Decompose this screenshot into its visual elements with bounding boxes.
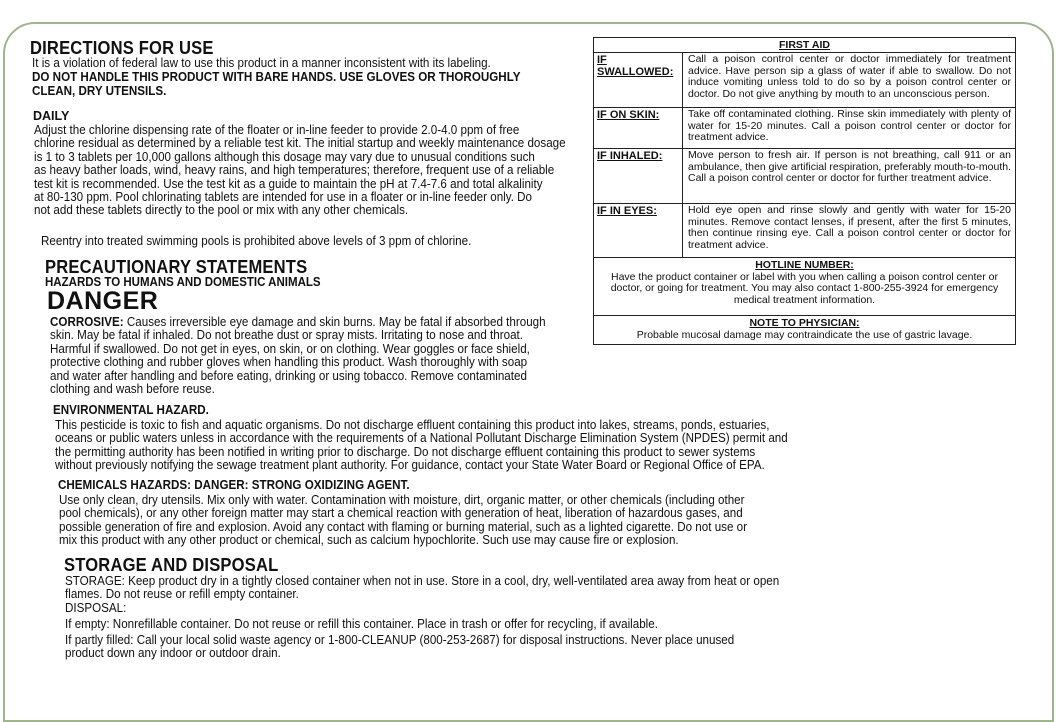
chemical-hazards-line: pool chemicals), or any other foreign matter may start a chemical reaction with generation of heat, liberation of hazardous gases, and — [59, 506, 743, 521]
hotline-title: HOTLINE NUMBER: — [755, 259, 854, 271]
storage-title: STORAGE AND DISPOSAL — [64, 555, 279, 575]
physician-text: Probable mucosal damage may contraindicate the use of gastric lavage. — [636, 328, 973, 341]
first-aid-value: Hold eye open and rinse slowly and gently with water for 15-20 minutes. Remove contact lenses, if present, after the first 5 minutes, then continue rinsing eye. Call a poison control center or doctor for treatment advice. — [688, 204, 1011, 251]
daily-heading: DAILY — [33, 109, 70, 123]
daily-line: at 80-130 ppm. Pool chlorinating tablets are intended for use in a floater or in-line feeder only. Do — [34, 190, 533, 205]
daily-line: chlorine residual as determined by a reliable test kit. The initial startup and weekly maintenance dosage — [34, 136, 566, 151]
first-aid-key: IF SWALLOWED: — [594, 53, 683, 107]
directions-warning-line2: CLEAN, DRY UTENSILS. — [32, 84, 167, 98]
corrosive-line: Causes irreversible eye damage and skin burns. May be fatal if absorbed through — [123, 315, 546, 329]
first-aid-row-skin — [594, 108, 1015, 149]
first-aid-key: IF IN EYES: — [594, 204, 683, 257]
directions-intro: It is a violation of federal law to use this product in a manner inconsistent with its labeling. — [32, 56, 491, 70]
environmental-line: oceans or public waters unless in accordance with the requirements of a National Pollutant Discharge Elimination System (NPDES) permit and — [55, 431, 788, 446]
precautionary-title: PRECAUTIONARY STATEMENTS — [45, 257, 308, 277]
first-aid-title: FIRST AID — [594, 38, 1015, 53]
daily-text — [34, 124, 614, 218]
disposal-partly-line: If partly filled: Call your local solid waste agency or 1-800-CLEANUP (800-253-2687) for disposal instructions. Never place unused — [65, 632, 735, 647]
corrosive-label: CORROSIVE: — [50, 315, 124, 329]
first-aid-key: IF INHALED: — [594, 149, 683, 203]
first-aid-table — [593, 37, 1016, 345]
environmental-text — [55, 419, 855, 473]
corrosive-line: Harmful if swallowed. Do not get in eyes, on skin, or on clothing. Wear goggles or face shield, — [50, 341, 530, 356]
first-aid-row-inhaled — [594, 149, 1015, 204]
directions-warning-line1: DO NOT HANDLE THIS PRODUCT WITH BARE HANDS. USE GLOVES OR THOROUGHLY — [32, 70, 521, 84]
corrosive-line: clothing and wash before reuse. — [50, 382, 215, 397]
storage-line: STORAGE: Keep product dry in a tightly closed container when not in use. Store in a cool, dry, well-ventilated area away from heat or open — [65, 574, 780, 588]
signal-word: DANGER — [47, 287, 159, 315]
environmental-heading: ENVIRONMENTAL HAZARD. — [53, 403, 209, 417]
disposal-partly-line: product down any indoor or outdoor drain. — [65, 646, 281, 661]
storage-text — [65, 575, 865, 660]
corrosive-line: and water after handling and before eating, drinking or using tobacco. Remove contaminated — [50, 368, 527, 383]
first-aid-value: Call a poison control center or doctor immediately for treatment advice. Have person sip a glass of water if able to swallow. Do not induce vomiting unless told to do so by a poison control center or doctor. Do not give anything by mouth to an unconscious person. — [688, 53, 1011, 100]
environmental-line: This pesticide is toxic to fish and aquatic organisms. Do not discharge effluent containing this product into lakes, streams, ponds, estuaries, — [55, 418, 770, 432]
storage-line: flames. Do not reuse or refill empty container. — [65, 587, 299, 602]
first-aid-row-swallowed — [594, 53, 1015, 108]
first-aid-key: IF ON SKIN: — [594, 108, 683, 148]
physician-title: NOTE TO PHYSICIAN: — [749, 317, 860, 329]
physician-block — [594, 318, 1015, 346]
directions-title: DIRECTIONS FOR USE — [30, 38, 214, 58]
environmental-line: without previously notifying the sewage treatment plant authority. For guidance, contact your State Water Board or Regional Office of EPA. — [55, 458, 765, 473]
chemical-hazards-line: Use only clean, dry utensils. Mix only with water. Contamination with moisture, dirt, organic matter, or other chemicals (including other — [59, 493, 745, 507]
hotline-text: Have the product container or label with you when calling a poison control center or doctor, or going for treatment. You may also contact 1-800-255-3924 for emergency medical treatment information. — [610, 270, 999, 306]
daily-line: Adjust the chlorine dispensing rate of the floater or in-line feeder to provide 2.0-4.0 ppm of free — [34, 123, 520, 137]
corrosive-line: protective clothing and rubber gloves when handling this product. Wash thoroughly with soap — [50, 355, 528, 370]
corrosive-line: skin. May be fatal if inhaled. Do not breathe dust or spray mists. Irritating to nose and throat. — [50, 328, 523, 343]
daily-line: not add these tablets directly to the pool or mix with any other chemicals. — [34, 203, 409, 218]
chemical-hazards-text — [59, 494, 859, 548]
precautionary-subtitle: HAZARDS TO HUMANS AND DOMESTIC ANIMALS — [45, 275, 321, 289]
first-aid-value: Take off contaminated clothing. Rinse skin immediately with plenty of water for 15-20 minutes. Call a poison control center or doctor for treatment advice. — [688, 108, 1011, 144]
daily-line: as heavy bather loads, wind, heavy rains, and high temperatures; therefore, frequent use of a reliable — [34, 163, 555, 178]
disposal-empty: If empty: Nonrefillable container. Do not reuse or refill this container. Place in trash or offer for recycling, if available. — [65, 617, 658, 632]
chemical-hazards-heading: CHEMICALS HAZARDS: DANGER: STRONG OXIDIZING AGENT. — [58, 478, 410, 492]
first-aid-row-eyes — [594, 204, 1015, 258]
first-aid-value: Move person to fresh air. If person is not breathing, call 911 or an ambulance, then give artificial respiration, preferably mouth-to-mouth. Call a poison control center or doctor for further treatment advice. — [688, 149, 1011, 185]
daily-line: test kit is recommended. Use the test kit as a guide to maintain the pH at 7.4-7.6 and total alkalinity — [34, 176, 543, 191]
chemical-hazards-line: mix this product with any other product or chemical, such as calcium hypochlorite. Such use may cause fire or explosion. — [59, 533, 679, 548]
environmental-line: the permitting authority has been notified in writing prior to discharge. Do not discharge effluent containing this product to sewer systems — [55, 444, 756, 459]
hotline-block — [594, 260, 1015, 316]
chemical-hazards-line: possible generation of fire and explosion. Avoid any contact with flaming or burning material, such as a lighted cigarette. Do not use or — [59, 519, 748, 534]
corrosive-text — [50, 316, 610, 396]
disposal-label: DISPOSAL: — [65, 600, 127, 615]
reentry-statement: Reentry into treated swimming pools is prohibited above levels of 3 ppm of chlorine. — [41, 234, 472, 248]
daily-line: is 1 to 3 tablets per 10,000 gallons although this dosage may vary due to unusual conditions such — [34, 149, 535, 164]
